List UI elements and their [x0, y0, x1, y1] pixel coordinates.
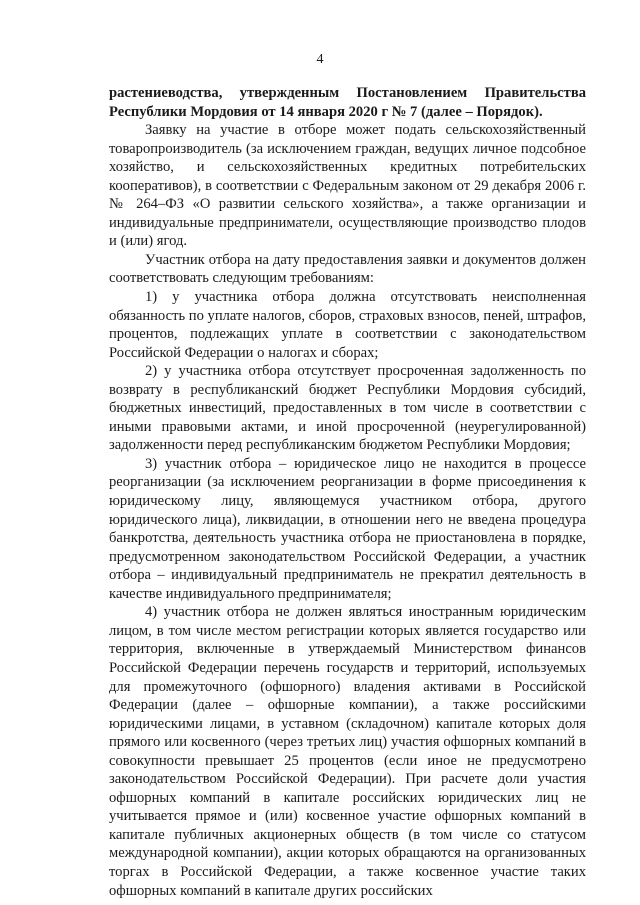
requirement-4: 4) участник отбора не должен являться иностранным юридическим лицом, в том числе местом регистрации которых является государство или территория, включенные в утверждаемый Министерством финансов Российской Федерации перечень государств и территорий, используемых для промежуточного (офшорного) владения активами в Российской Федерации (далее – офшорные компании), а также российскими юридическими лицами, в уставном (складочном) капитале которых доля прямого или косвенного (через третьих лиц) участия офшорных компаний в совокупности превышает 25 процентов (если иное не предусмотрено законодательством Российской Федерации). При расчете доли участия офшорных компаний в капитале российских юридических лиц не учитывается прямое и (или) косвенное участие офшорных компаний в капитале публичных акционерных обществ (в том числе со статусом международной компании), акции которых обращаются на организованных торгах в Российской Федерации, а также косвенное участие таких офшорных компаний в капитале других российских	[109, 604, 586, 899]
paragraph-requirements-intro: Участник отбора на дату предоставления заявки и документов должен соответствовать следующим требованиям:	[109, 251, 586, 287]
paragraph-applicants: Заявку на участие в отборе может подать сельскохозяйственный товаропроизводитель (за исключением граждан, ведущих личное подсобное хозяйство, и сельскохозяйственных кредитных потребительских кооперативов), в соответствии с Федеральным законом от 29 декабря 2006 г. № 264–ФЗ «О развитии сельского хозяйства», а также организации и индивидуальные предприниматели, осуществляющие производство плодов и (или) ягод.	[109, 122, 586, 250]
requirement-3: 3) участник отбора – юридическое лицо не находится в процессе реорганизации (за исключением реорганизации в форме присоединения к юридическому лицу, являющемуся участником отбора, другого юридического лица), ликвидации, в отношении него не введена процедура банкротства, деятельность участника отбора не приостановлена в порядке, предусмотренном законодательством Российской Федерации, а участник отбора – индивидуальный предприниматель не прекратил деятельность в качестве индивидуального предпринимателя;	[109, 455, 586, 602]
page-number: 4	[316, 52, 324, 67]
requirement-1: 1) у участника отбора должна отсутствовать неисполненная обязанность по уплате налогов, сборов, страховых взносов, пеней, штрафов, процентов, подлежащих уплате в соответствии с законодательством Российской Федерации о налогах и сборах;	[109, 289, 586, 361]
document-body	[109, 84, 586, 900]
heading-continuation: растениеводства, утвержденным Постановлением Правительства Республики Мордовия от 14 января 2020 г № 7 (далее – Порядок).	[109, 85, 586, 120]
requirement-2: 2) у участника отбора отсутствует просроченная задолженность по возврату в республиканский бюджет Республики Мордовия субсидий, бюджетных инвестиций, предоставленных в том числе в соответствии с иными правовыми актами, и иной просроченной (неурегулированной) задолженности перед республиканским бюджетом Республики Мордовия;	[109, 363, 586, 454]
